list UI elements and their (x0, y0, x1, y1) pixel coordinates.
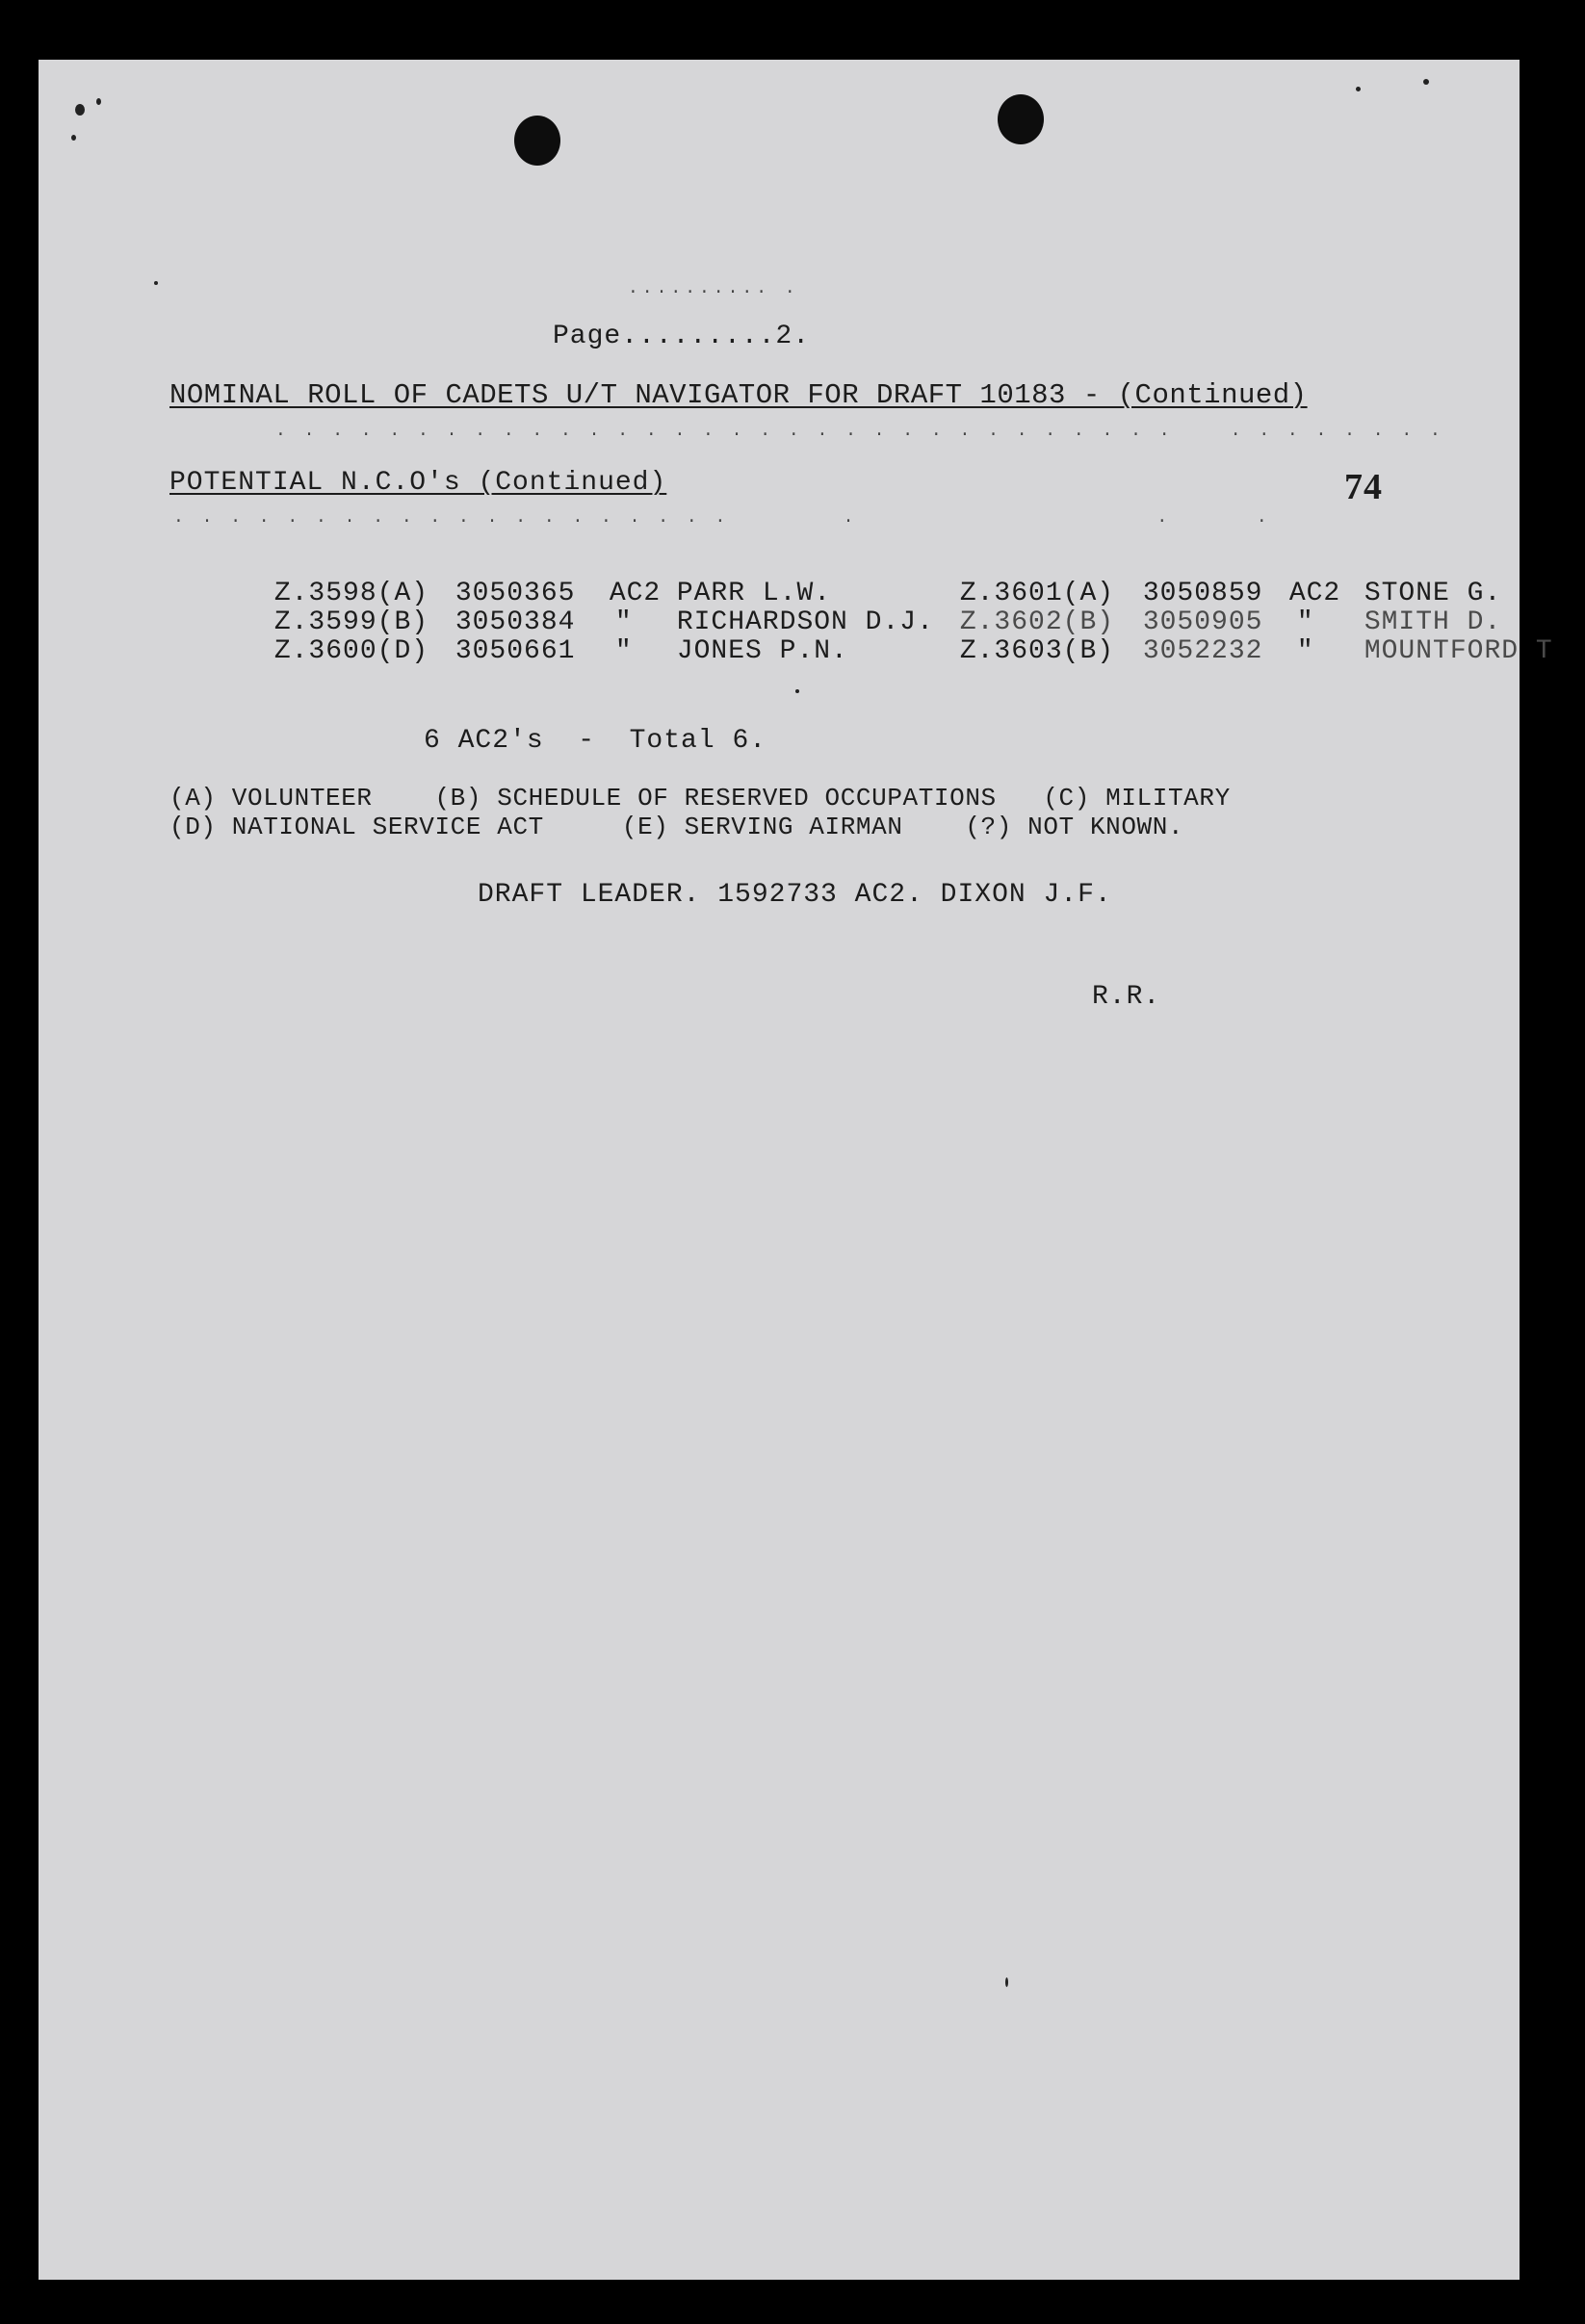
key-line-2: (D) NATIONAL SERVICE ACT (E) SERVING AIRMAN (?) NOT KNOWN. (169, 813, 1184, 841)
service-number: 3052232 (1142, 636, 1263, 666)
cadet-name: JONES P.N. (676, 636, 848, 666)
document-page (39, 60, 1553, 2280)
initials: R.R. (1092, 982, 1161, 1012)
service-number: 3050905 (1142, 607, 1263, 637)
rank: " (614, 607, 633, 637)
folio-number: 74 (1344, 467, 1383, 507)
document-title: NOMINAL ROLL OF CADETS U/T NAVIGATOR FOR DRAFT 10183 - (Continued) (169, 379, 1308, 411)
cadet-name: RICHARDSON D.J. (676, 607, 934, 637)
service-number: 3050365 (455, 579, 576, 608)
cadet-name: SMITH D. (1364, 607, 1502, 637)
total-line: 6 AC2's - Total 6. (424, 726, 767, 756)
rank: " (1296, 636, 1314, 666)
rank: AC2 (609, 579, 662, 608)
ink-speck (96, 98, 101, 105)
rank: " (614, 636, 633, 666)
cadet-number: Z.3601(A) (959, 579, 1115, 608)
punch-hole-right (998, 94, 1044, 144)
cadet-name: STONE G. (1364, 579, 1502, 608)
header-dots: .......... . (628, 279, 799, 298)
ink-speck (1005, 1977, 1008, 1987)
ink-speck (71, 135, 76, 141)
ink-speck (1356, 87, 1361, 91)
page-number-label: Page.........2. (553, 322, 811, 351)
draft-leader-line: DRAFT LEADER. 1592733 AC2. DIXON J.F. (478, 880, 1112, 910)
key-line-1: (A) VOLUNTEER (B) SCHEDULE OF RESERVED OCCUPATIONS (C) MILITARY (169, 784, 1231, 813)
ink-speck (75, 104, 85, 116)
service-number: 3050859 (1142, 579, 1263, 608)
ink-speck (1423, 79, 1429, 85)
ink-speck (154, 281, 158, 285)
section-underline-dots: . . . . . . . . . . . . . . . . . . . . . . . (173, 508, 1271, 528)
section-heading: POTENTIAL N.C.O's (Continued) (169, 468, 667, 498)
ink-speck (795, 689, 799, 693)
cadet-number: Z.3603(B) (959, 636, 1115, 666)
cadet-number: Z.3602(B) (959, 607, 1115, 637)
service-number: 3050661 (455, 636, 576, 666)
rank: AC2 (1288, 579, 1341, 608)
service-number: 3050384 (455, 607, 576, 637)
cadet-number: Z.3600(D) (273, 636, 429, 666)
cadet-name: PARR L.W. (676, 579, 832, 608)
cadet-number: Z.3598(A) (273, 579, 429, 608)
rank: " (1296, 607, 1314, 637)
list-item (1261, 608, 1553, 695)
list-item (574, 608, 848, 695)
title-underline-dots: . . . . . . . . . . . . . . . . . . . . . . . . . . . . . . . . . . . . . . . . (275, 422, 1444, 441)
cadet-number: Z.3599(B) (273, 607, 429, 637)
cadet-name: MOUNTFORD T (1364, 636, 1553, 666)
punch-hole-left (514, 116, 560, 166)
